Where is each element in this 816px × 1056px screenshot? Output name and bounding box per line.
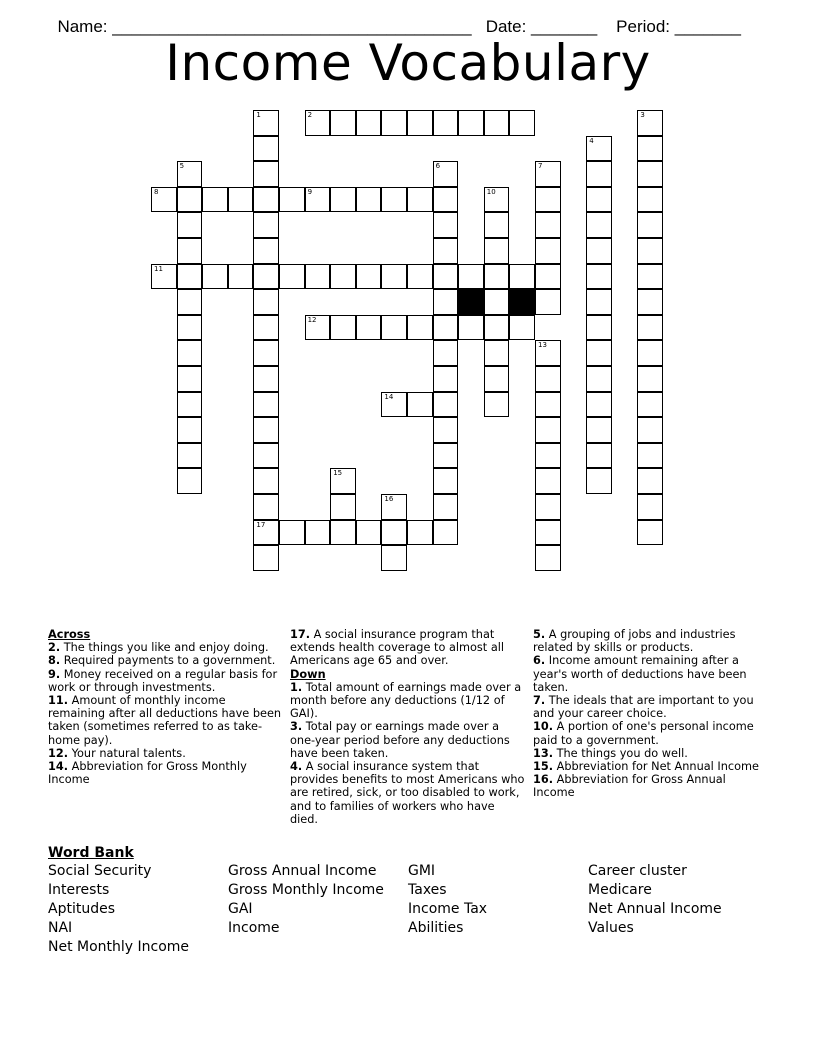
grid-cell[interactable] (586, 187, 612, 213)
grid-cell[interactable] (253, 289, 279, 315)
clue-number: 16 (384, 495, 394, 503)
grid-cell[interactable] (305, 264, 331, 290)
grid-cell[interactable] (535, 468, 561, 494)
grid-cell[interactable] (177, 443, 203, 469)
grid-cell[interactable] (356, 110, 382, 136)
grid-cell[interactable] (330, 520, 356, 546)
grid-cell[interactable] (637, 238, 663, 264)
grid-cell[interactable] (535, 161, 561, 187)
grid-cell[interactable] (484, 366, 510, 392)
clue-down-6: 6. Income amount remaining after a year's worth of deductions have been taken. (533, 654, 747, 694)
grid-cell[interactable] (151, 264, 177, 290)
grid-cell[interactable] (253, 468, 279, 494)
word-bank-item: Aptitudes (48, 901, 115, 917)
page-title: Income Vocabulary (165, 34, 651, 92)
grid-cell[interactable] (433, 392, 459, 418)
grid-cell[interactable] (381, 187, 407, 213)
grid-cell[interactable] (177, 161, 203, 187)
word-bank-item: GMI (408, 863, 436, 879)
black-square (509, 289, 535, 315)
grid-cell[interactable] (433, 161, 459, 187)
clue-number: 13 (538, 341, 547, 350)
grid-cell[interactable] (535, 392, 561, 418)
grid-cell[interactable] (637, 340, 663, 366)
grid-cell[interactable] (637, 161, 663, 187)
grid-cell[interactable] (535, 494, 561, 520)
clue-across-2: 2. The things you like and enjoy doing. (48, 641, 269, 655)
grid-cell[interactable] (458, 264, 484, 290)
clue-down-3: 3. Total pay or earnings made over a one-year period before any deductions have been taken. (290, 720, 510, 760)
grid-cell[interactable] (279, 264, 305, 290)
grid-cell[interactable] (228, 187, 254, 213)
clue-down-7: 7. The ideals that are important to you and your career choice. (533, 694, 754, 721)
grid-cell[interactable] (356, 315, 382, 341)
grid-cell[interactable] (305, 520, 331, 546)
clue-down-16: 16. Abbreviation for Gross Annual Income (533, 773, 726, 800)
clue-number: 12 (307, 315, 317, 324)
word-bank-item: Social Security (48, 863, 152, 879)
grid-cell[interactable] (177, 366, 203, 392)
grid-cell[interactable] (202, 264, 228, 290)
grid-cell[interactable] (253, 187, 279, 213)
clue-down-15: 15. Abbreviation for Net Annual Income (533, 760, 759, 774)
grid-cell[interactable] (253, 110, 279, 136)
grid-cell[interactable] (637, 392, 663, 418)
word-bank-column-1 (48, 862, 189, 957)
grid-cell[interactable] (637, 520, 663, 546)
word-bank-item: Values (588, 920, 634, 936)
grid-cell[interactable] (586, 315, 612, 341)
grid-cell[interactable] (637, 417, 663, 443)
grid-cell[interactable] (177, 392, 203, 418)
grid-cell[interactable] (586, 366, 612, 392)
grid-cell[interactable] (535, 340, 561, 366)
grid-cell[interactable] (356, 520, 382, 546)
grid-cell[interactable] (253, 161, 279, 187)
grid-cell[interactable] (253, 340, 279, 366)
clue-down-10: 10. A portion of one's personal income paid to a government. (533, 720, 754, 747)
grid-cell[interactable] (151, 187, 177, 213)
grid-cell[interactable] (586, 212, 612, 238)
grid-cell[interactable] (586, 289, 612, 315)
grid-cell[interactable] (407, 392, 433, 418)
clue-down-13: 13. The things you do well. (533, 746, 688, 760)
word-bank-item: Interests (48, 882, 110, 898)
grid-cell[interactable] (535, 238, 561, 264)
grid-cell[interactable] (484, 392, 510, 418)
clue-number: 10 (486, 187, 496, 196)
grid-cell[interactable] (253, 417, 279, 443)
grid-cell[interactable] (637, 136, 663, 162)
grid-cell[interactable] (381, 545, 407, 571)
word-bank-item: Medicare (588, 882, 652, 898)
grid-cell[interactable] (381, 315, 407, 341)
grid-cell[interactable] (586, 161, 612, 187)
word-bank-item: Gross Monthly Income (228, 882, 384, 898)
grid-cell[interactable] (381, 392, 407, 418)
grid-cell[interactable] (509, 264, 535, 290)
word-bank-column-3 (408, 862, 487, 938)
grid-cell[interactable] (637, 187, 663, 213)
grid-cell[interactable] (535, 289, 561, 315)
grid-cell[interactable] (381, 520, 407, 546)
word-bank-item: Income (228, 920, 280, 936)
clue-number: 2 (307, 111, 313, 119)
grid-cell[interactable] (433, 417, 459, 443)
grid-cell[interactable] (484, 212, 510, 238)
grid-cell[interactable] (535, 417, 561, 443)
grid-cell[interactable] (586, 340, 612, 366)
grid-cell[interactable] (637, 289, 663, 315)
clue-number: 1 (256, 111, 261, 119)
grid-cell[interactable] (330, 494, 356, 520)
grid-cell[interactable] (305, 110, 331, 136)
word-bank-title: Word Bank (48, 845, 134, 861)
clue-down-5: 5. A grouping of jobs and industries related by skills or products. (533, 628, 736, 655)
grid-cell[interactable] (484, 187, 510, 213)
word-bank-column-4 (588, 862, 722, 938)
grid-cell[interactable] (407, 264, 433, 290)
grid-cell[interactable] (177, 264, 203, 290)
grid-cell[interactable] (253, 315, 279, 341)
grid-cell[interactable] (330, 187, 356, 213)
grid-cell[interactable] (433, 187, 459, 213)
grid-cell[interactable] (330, 468, 356, 494)
grid-cell[interactable] (433, 494, 459, 520)
grid-cell[interactable] (407, 520, 433, 546)
grid-cell[interactable] (356, 187, 382, 213)
grid-cell[interactable] (484, 238, 510, 264)
grid-cell[interactable] (637, 264, 663, 290)
grid-cell[interactable] (177, 238, 203, 264)
grid-cell[interactable] (637, 443, 663, 469)
grid-cell[interactable] (330, 264, 356, 290)
grid-cell[interactable] (177, 340, 203, 366)
grid-cell[interactable] (637, 110, 663, 136)
grid-cell[interactable] (586, 238, 612, 264)
grid-cell[interactable] (637, 366, 663, 392)
clue-number: 5 (179, 162, 185, 171)
grid-cell[interactable] (484, 110, 510, 136)
down-heading: Down (290, 667, 326, 681)
grid-cell[interactable] (407, 110, 433, 136)
grid-cell[interactable] (586, 468, 612, 494)
word-bank-item: Taxes (408, 882, 447, 898)
grid-cell[interactable] (356, 264, 382, 290)
grid-cell[interactable] (433, 366, 459, 392)
grid-cell[interactable] (381, 110, 407, 136)
clue-number: 15 (333, 469, 343, 478)
grid-cell[interactable] (535, 443, 561, 469)
grid-cell[interactable] (253, 366, 279, 392)
grid-cell[interactable] (330, 315, 356, 341)
grid-cell[interactable] (177, 468, 203, 494)
word-bank-item: Income Tax (408, 901, 488, 917)
word-bank-column-2 (228, 862, 384, 938)
grid-cell[interactable] (433, 289, 459, 315)
grid-cell[interactable] (535, 366, 561, 392)
clues-column-2 (290, 628, 526, 826)
grid-cell[interactable] (433, 212, 459, 238)
clue-number: 4 (589, 136, 594, 145)
date-field[interactable]: Date: _______ (485, 17, 598, 36)
grid-cell[interactable] (305, 315, 331, 341)
grid-cell[interactable] (253, 443, 279, 469)
clue-across-9: 9. Money received on a regular basis for work or through investments. (48, 667, 278, 694)
word-bank-item: Abilities (408, 920, 464, 936)
clue-number: 11 (154, 264, 163, 273)
grid-cell[interactable] (253, 212, 279, 238)
grid-cell[interactable] (253, 520, 279, 546)
grid-cell[interactable] (279, 520, 305, 546)
grid-cell[interactable] (177, 315, 203, 341)
name-field[interactable]: Name: ______________________________________ (57, 17, 472, 36)
grid-cell[interactable] (586, 136, 612, 162)
grid-cell[interactable] (586, 417, 612, 443)
clue-down-4: 4. A social insurance system that provides benefits to most Americans who are retired, sick, or too disabled to work, and to families of workers who have died. (290, 760, 525, 826)
grid-cell[interactable] (433, 264, 459, 290)
grid-cell[interactable] (484, 340, 510, 366)
clues-column-1 (48, 628, 284, 786)
clue-down-1: 1. Total amount of earnings made over a month before any deductions (1/12 of GAI). (290, 680, 522, 721)
grid-cell[interactable] (535, 212, 561, 238)
grid-cell[interactable] (381, 494, 407, 520)
grid-cell[interactable] (177, 212, 203, 238)
clue-number: 17 (256, 520, 266, 529)
grid-cell[interactable] (586, 392, 612, 418)
clue-across-17: 17. A social insurance program that extends health coverage to almost all Americans age 65 and over. (290, 628, 505, 668)
grid-cell[interactable] (535, 520, 561, 546)
clue-across-14: 14. Abbreviation for Gross Monthly Income (48, 760, 247, 787)
clue-number: 6 (435, 162, 441, 171)
black-square (458, 289, 484, 315)
word-bank-item: Gross Annual Income (228, 863, 377, 879)
grid-cell[interactable] (253, 136, 279, 162)
grid-cell[interactable] (433, 340, 459, 366)
grid-cell[interactable] (484, 289, 510, 315)
grid-cell[interactable] (433, 443, 459, 469)
grid-cell[interactable] (253, 494, 279, 520)
grid-cell[interactable] (535, 187, 561, 213)
across-heading: Across (48, 628, 91, 641)
word-bank-item: Net Monthly Income (48, 939, 190, 955)
clue-number: 14 (384, 392, 394, 401)
grid-cell[interactable] (458, 315, 484, 341)
grid-cell[interactable] (484, 315, 510, 341)
grid-cell[interactable] (433, 315, 459, 341)
grid-cell[interactable] (586, 264, 612, 290)
clues-column-3 (533, 628, 769, 800)
grid-cell[interactable] (484, 264, 510, 290)
clue-across-8: 8. Required payments to a government. (48, 654, 276, 668)
grid-cell[interactable] (177, 289, 203, 315)
period-field[interactable]: Period: _______ (616, 17, 741, 36)
grid-cell[interactable] (407, 187, 433, 213)
clue-across-12: 12. Your natural talents. (48, 746, 186, 760)
grid-cell[interactable] (407, 315, 433, 341)
clue-number: 9 (307, 187, 313, 196)
grid-cell[interactable] (637, 212, 663, 238)
grid-cell[interactable] (535, 264, 561, 290)
word-bank-item: Net Annual Income (588, 901, 722, 917)
grid-cell[interactable] (228, 264, 254, 290)
grid-cell[interactable] (305, 187, 331, 213)
grid-cell[interactable] (637, 494, 663, 520)
grid-cell[interactable] (509, 110, 535, 136)
grid-cell[interactable] (637, 468, 663, 494)
grid-cell[interactable] (253, 264, 279, 290)
clue-number: 7 (538, 162, 543, 171)
clue-number: 3 (640, 111, 645, 119)
grid-cell[interactable] (253, 238, 279, 264)
grid-cell[interactable] (279, 187, 305, 213)
word-bank-item: GAI (228, 901, 253, 917)
grid-cell[interactable] (253, 545, 279, 571)
grid-cell[interactable] (458, 110, 484, 136)
grid-cell[interactable] (433, 520, 459, 546)
grid-cell[interactable] (509, 315, 535, 341)
grid-cell[interactable] (253, 392, 279, 418)
word-bank-item: NAI (48, 920, 73, 936)
grid-cell[interactable] (637, 315, 663, 341)
grid-cell[interactable] (202, 187, 228, 213)
grid-cell[interactable] (535, 545, 561, 571)
word-bank-item: Career cluster (588, 863, 687, 879)
clue-number: 8 (154, 187, 159, 196)
grid-cell[interactable] (586, 443, 612, 469)
grid-cell[interactable] (433, 468, 459, 494)
grid-cell[interactable] (177, 187, 203, 213)
grid-cell[interactable] (381, 264, 407, 290)
grid-cell[interactable] (433, 238, 459, 264)
clue-across-11: 11. Amount of monthly income remaining after all deductions have been taken (sometimes referred to as take-home pay). (48, 694, 282, 747)
grid-cell[interactable] (330, 110, 356, 136)
grid-cell[interactable] (177, 417, 203, 443)
grid-cell[interactable] (433, 110, 459, 136)
